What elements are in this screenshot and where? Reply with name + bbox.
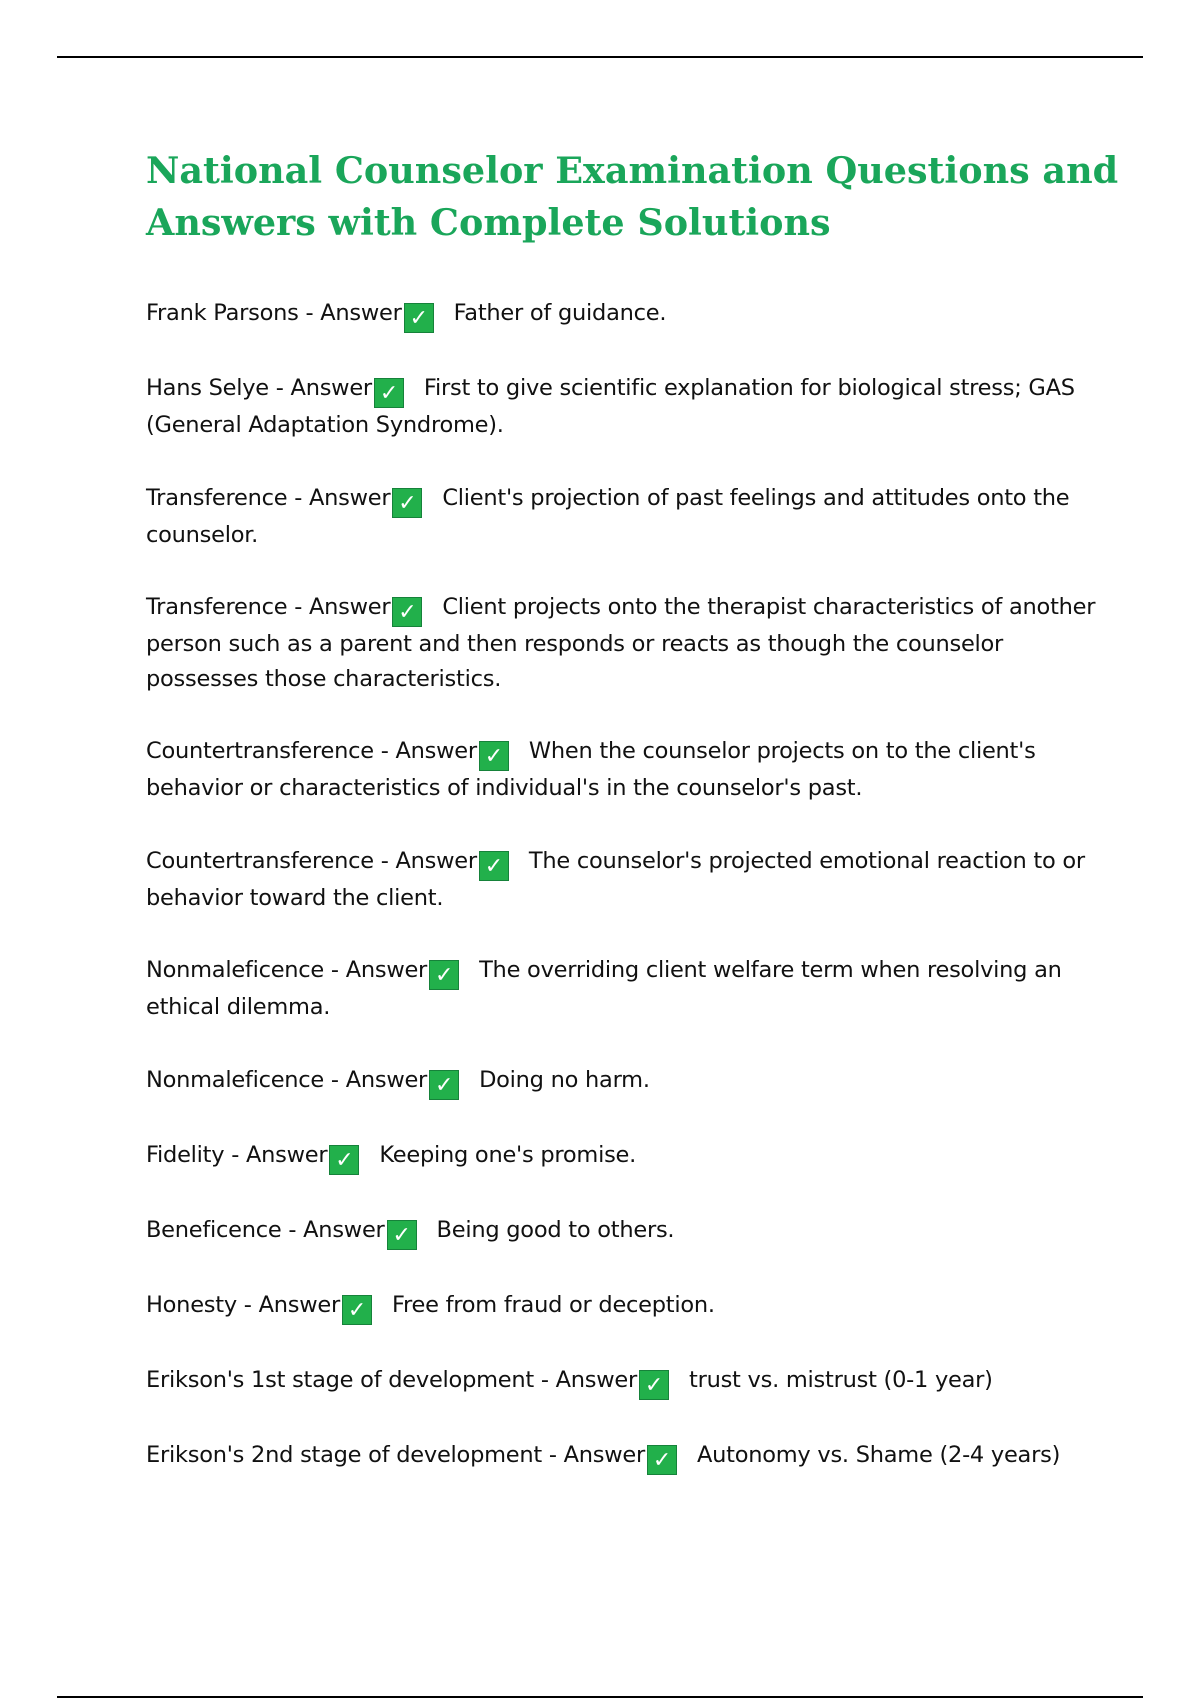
qa-item bbox=[146, 1288, 1096, 1325]
top-divider bbox=[57, 56, 1143, 58]
qa-term: Transference - Answer bbox=[146, 594, 391, 620]
qa-item bbox=[146, 481, 1096, 553]
qa-answer: First to give scientific explanation for biological stress; GAS (General Adaptation Syndrome). bbox=[146, 375, 1075, 438]
qa-item bbox=[146, 1213, 1096, 1250]
qa-item bbox=[146, 1363, 1096, 1400]
qa-item bbox=[146, 296, 1096, 333]
qa-term: Nonmaleficence - Answer bbox=[146, 957, 428, 983]
qa-answer: The counselor's projected emotional reaction to or behavior toward the client. bbox=[146, 847, 1085, 911]
qa-term: Nonmaleficence - Answer bbox=[146, 1066, 428, 1093]
qa-term: Frank Parsons - Answer bbox=[146, 300, 402, 326]
document-title: National Counselor Examination Questions and Answers with Complete Solutions bbox=[146, 149, 1119, 244]
qa-answer: Being good to others. bbox=[436, 1216, 675, 1243]
qa-term: Honesty - Answer bbox=[146, 1291, 340, 1318]
check-mark-icon: ✓ bbox=[392, 597, 422, 627]
check-mark-icon: ✓ bbox=[647, 1445, 677, 1475]
qa-answer: Free from fraud or deception. bbox=[391, 1291, 715, 1318]
check-mark-icon: ✓ bbox=[479, 851, 509, 881]
check-mark-icon: ✓ bbox=[374, 378, 404, 408]
check-mark-icon: ✓ bbox=[392, 488, 422, 518]
qa-term: Beneficence - Answer bbox=[146, 1216, 385, 1243]
qa-answer: Client projects onto the therapist characteristics of another person such as a parent and then responds or reacts as though the counselor possesses those characteristics. bbox=[146, 594, 1096, 692]
qa-term: Erikson's 1st stage of development - Answer bbox=[146, 1366, 637, 1393]
qa-term: Erikson's 2nd stage of development - Answer bbox=[146, 1441, 645, 1468]
qa-answer: When the counselor projects on to the client's behavior or characteristics of individual's in the counselor's past. bbox=[146, 738, 1036, 801]
qa-item bbox=[146, 590, 1096, 696]
qa-item bbox=[146, 1063, 1096, 1100]
check-mark-icon: ✓ bbox=[479, 741, 509, 771]
qa-term: Countertransference - Answer bbox=[146, 847, 477, 874]
check-mark-icon: ✓ bbox=[342, 1295, 372, 1325]
qa-answer: Autonomy vs. Shame (2-4 years) bbox=[696, 1441, 1061, 1468]
check-mark-icon: ✓ bbox=[404, 303, 434, 333]
check-mark-icon: ✓ bbox=[387, 1220, 417, 1250]
qa-item bbox=[146, 1138, 1096, 1175]
qa-answer: trust vs. mistrust (0-1 year) bbox=[689, 1366, 993, 1393]
qa-answer: Keeping one's promise. bbox=[379, 1141, 637, 1168]
qa-answer: Doing no harm. bbox=[479, 1066, 650, 1093]
check-mark-icon: ✓ bbox=[639, 1370, 669, 1400]
qa-item bbox=[146, 371, 1096, 443]
qa-item bbox=[146, 734, 1096, 806]
qa-term: Countertransference - Answer bbox=[146, 738, 477, 764]
qa-answer: Client's projection of past feelings and attitudes onto the counselor. bbox=[146, 484, 1070, 548]
qa-term: Fidelity - Answer bbox=[146, 1141, 328, 1168]
qa-item bbox=[146, 844, 1096, 916]
qa-item bbox=[146, 953, 1096, 1025]
check-mark-icon: ✓ bbox=[429, 1070, 459, 1100]
qa-item bbox=[146, 1438, 1096, 1475]
qa-list bbox=[146, 296, 1096, 1513]
qa-answer: Father of guidance. bbox=[453, 300, 667, 326]
qa-term: Hans Selye - Answer bbox=[146, 375, 372, 401]
check-mark-icon: ✓ bbox=[329, 1145, 359, 1175]
qa-answer: The overriding client welfare term when resolving an ethical dilemma. bbox=[146, 957, 1062, 1020]
qa-term: Transference - Answer bbox=[146, 484, 391, 511]
check-mark-icon: ✓ bbox=[429, 960, 459, 990]
bottom-divider bbox=[57, 1696, 1143, 1698]
